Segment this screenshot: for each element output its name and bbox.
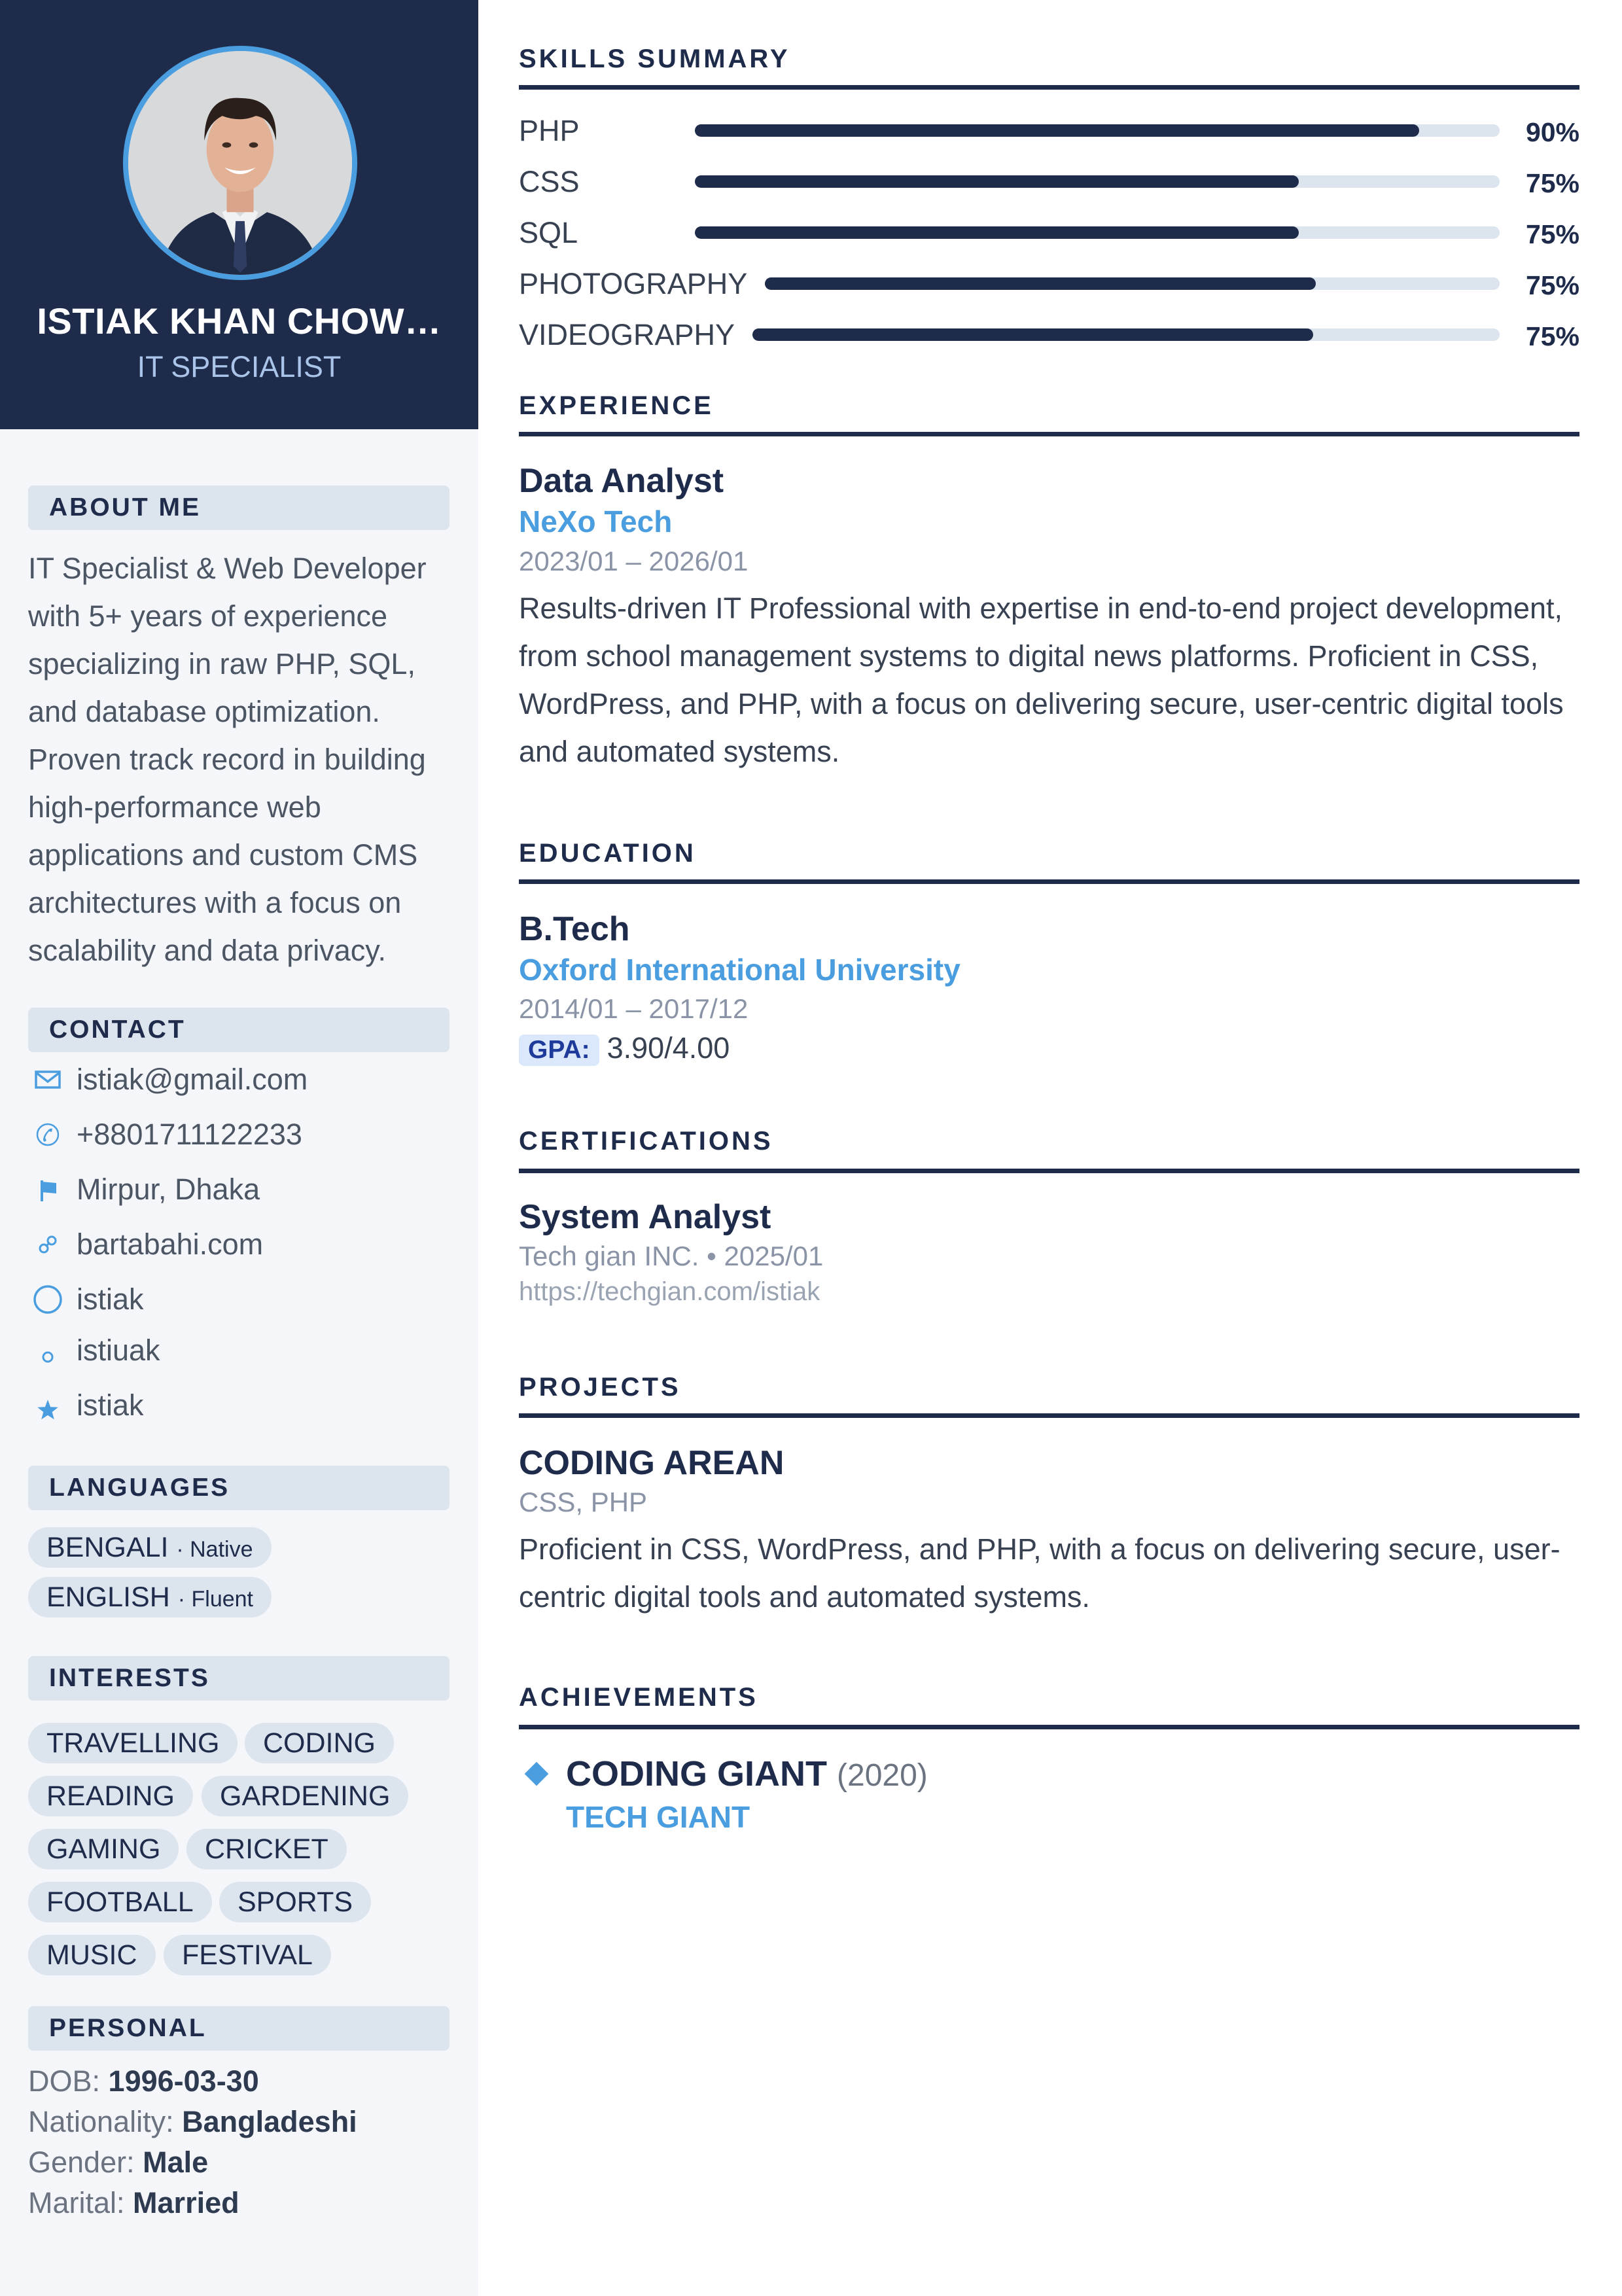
- gpa-value: 3.90/4.00: [607, 1031, 730, 1065]
- personal-value: Married: [133, 2186, 239, 2219]
- interests-heading: INTERESTS: [28, 1656, 450, 1701]
- section-divider: [519, 1169, 1579, 1173]
- project-tech: CSS, PHP: [519, 1487, 648, 1517]
- skill-bar-track: [695, 226, 1500, 239]
- languages-heading: LANGUAGES: [28, 1466, 450, 1510]
- contact-phone-text: +8801711122233: [77, 1118, 302, 1151]
- job-company: NeXo Tech: [519, 504, 673, 539]
- contact-website-text: bartabahi.com: [77, 1227, 264, 1261]
- skill-bar-track: [752, 328, 1500, 341]
- profile-title: IT SPECIALIST: [137, 350, 342, 383]
- skill-row: [519, 164, 1579, 200]
- interest-chip: FESTIVAL: [164, 1935, 331, 1975]
- language-chip: [28, 1577, 272, 1617]
- personal-value: Male: [143, 2146, 209, 2179]
- contact-social-2[interactable]: [28, 1331, 160, 1370]
- skill-bar-track: [765, 277, 1500, 290]
- skill-row: [519, 266, 1579, 302]
- star-icon: [28, 1386, 67, 1425]
- language-level: · Fluent: [177, 1587, 253, 1612]
- personal-value: Bangladeshi: [182, 2105, 357, 2138]
- section-divider: [519, 1725, 1579, 1729]
- gpa-row: [519, 1031, 730, 1066]
- personal-marital: [28, 2183, 357, 2223]
- interest-chip: CODING: [245, 1723, 394, 1763]
- contact-social-1-text: istiak: [77, 1282, 144, 1316]
- skill-bar-track: [695, 124, 1500, 137]
- project-title: CODING AREAN: [519, 1444, 785, 1482]
- skill-bar-fill: [695, 124, 1419, 137]
- interest-chip: READING: [28, 1776, 193, 1816]
- skill-row: [519, 317, 1579, 353]
- personal-label: Nationality:: [28, 2105, 174, 2138]
- skill-bar-fill: [695, 226, 1299, 239]
- diamond-bullet-icon: [525, 1762, 549, 1786]
- interest-chip: MUSIC: [28, 1935, 156, 1975]
- skill-percent: 75%: [1525, 270, 1579, 300]
- section-divider: [519, 432, 1579, 436]
- interest-chip: TRAVELLING: [28, 1723, 238, 1763]
- section-divider: [519, 1413, 1579, 1418]
- contact-social-1[interactable]: [28, 1280, 144, 1319]
- certifications-heading: CERTIFICATIONS: [519, 1127, 773, 1156]
- skill-bar-fill: [752, 328, 1313, 341]
- personal-dob: [28, 2061, 357, 2102]
- personal-value: 1996-03-30: [108, 2064, 259, 2098]
- personal-heading: PERSONAL: [28, 2006, 450, 2051]
- skill-percent: 75%: [1525, 219, 1579, 249]
- contact-email[interactable]: [28, 1060, 308, 1099]
- achievement-org: TECH GIANT: [566, 1800, 750, 1834]
- flag-icon: [28, 1170, 67, 1209]
- gpa-badge: GPA:: [519, 1034, 599, 1066]
- interest-chip: FOOTBALL: [28, 1882, 212, 1922]
- sidebar: [0, 0, 478, 2296]
- interest-chip: GAMING: [28, 1829, 179, 1869]
- personal-details: [28, 2061, 357, 2223]
- contact-social-3[interactable]: [28, 1386, 144, 1425]
- personal-nationality: [28, 2102, 357, 2142]
- skill-percent: 75%: [1525, 321, 1579, 351]
- education-heading: EDUCATION: [519, 839, 696, 868]
- contact-location: [28, 1170, 260, 1209]
- cert-title: System Analyst: [519, 1198, 771, 1236]
- cert-link[interactable]: https://techgian.com/istiak: [519, 1277, 820, 1306]
- phone-icon: [28, 1115, 67, 1154]
- about-text: IT Specialist & Web Developer with 5+ years of experience specializing in raw PHP, SQL, and database optimization. Proven track record in building high-performance web applications and custom CMS architectures with a focus on scalability and data privacy.: [28, 552, 427, 967]
- personal-label: DOB:: [28, 2064, 101, 2098]
- skill-name: PHP: [519, 114, 580, 147]
- project-description: Proficient in CSS, WordPress, and PHP, with a focus on delivering secure, user-centric digital tools and automated systems.: [519, 1532, 1560, 1614]
- language-name: ENGLISH: [46, 1581, 170, 1613]
- projects-heading: PROJECTS: [519, 1373, 681, 1402]
- achievements-heading: ACHIEVEMENTS: [519, 1683, 758, 1712]
- job-title: Data Analyst: [519, 462, 724, 500]
- profile-header: [0, 0, 478, 429]
- link-icon: [28, 1225, 67, 1264]
- interest-chip: CRICKET: [186, 1829, 347, 1869]
- language-level: · Native: [176, 1537, 253, 1562]
- skill-name: PHOTOGRAPHY: [519, 267, 748, 300]
- avatar: [123, 46, 357, 280]
- personal-label: Marital:: [28, 2186, 125, 2219]
- interest-chip: GARDENING: [202, 1776, 408, 1816]
- contact-social-2-text: istiuak: [77, 1333, 160, 1367]
- profile-photo: [128, 51, 352, 275]
- skill-name: SQL: [519, 216, 578, 249]
- contact-email-text: istiak@gmail.com: [77, 1063, 308, 1096]
- achievement-name: CODING GIANT: [566, 1754, 827, 1793]
- small-circle-icon: [28, 1331, 67, 1370]
- cert-meta: Tech gian INC. • 2025/01: [519, 1241, 824, 1271]
- language-chip: [28, 1527, 272, 1568]
- school-name: Oxford International University: [519, 953, 961, 987]
- contact-heading: CONTACT: [28, 1008, 450, 1052]
- personal-gender: [28, 2142, 357, 2183]
- achievement-title: [566, 1754, 928, 1794]
- achievement-year: (2020): [837, 1758, 928, 1793]
- experience-heading: EXPERIENCE: [519, 391, 714, 420]
- about-heading: ABOUT ME: [28, 486, 450, 530]
- skill-percent: 75%: [1525, 168, 1579, 198]
- contact-website[interactable]: [28, 1225, 263, 1264]
- skill-name: VIDEOGRAPHY: [519, 318, 735, 351]
- contact-location-text: Mirpur, Dhaka: [77, 1173, 260, 1206]
- skills-heading: SKILLS SUMMARY: [519, 44, 790, 73]
- envelope-icon: [28, 1060, 67, 1099]
- skill-bar-fill: [765, 277, 1316, 290]
- section-divider: [519, 85, 1579, 90]
- profile-name: ISTIAK KHAN CHOW…: [37, 300, 442, 342]
- education-dates: 2014/01 – 2017/12: [519, 993, 749, 1024]
- skill-percent: 90%: [1525, 117, 1579, 147]
- degree-title: B.Tech: [519, 910, 630, 948]
- skill-row: [519, 113, 1579, 149]
- interest-chip: SPORTS: [219, 1882, 371, 1922]
- job-description: Results-driven IT Professional with expertise in end-to-end project development, from school management systems to digital news platforms. Proficient in CSS, WordPress, and PHP, with a focus on delivering secure, user-centric digital tools and automated systems.: [519, 592, 1564, 768]
- contact-phone[interactable]: [28, 1115, 302, 1154]
- job-dates: 2023/01 – 2026/01: [519, 546, 749, 576]
- skill-bar-fill: [695, 175, 1299, 188]
- skill-name: CSS: [519, 165, 580, 198]
- skill-bar-track: [695, 175, 1500, 188]
- circle-icon: [28, 1280, 67, 1319]
- language-name: BENGALI: [46, 1532, 169, 1563]
- section-divider: [519, 879, 1579, 884]
- skill-row: [519, 215, 1579, 251]
- personal-label: Gender:: [28, 2146, 135, 2179]
- contact-social-3-text: istiak: [77, 1388, 144, 1422]
